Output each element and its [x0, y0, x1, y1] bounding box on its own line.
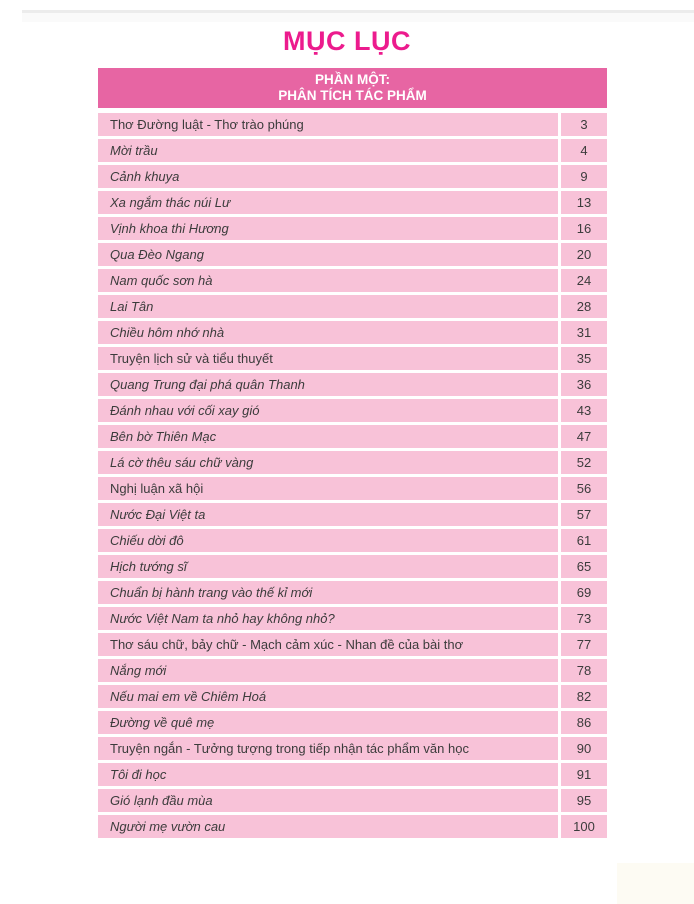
row-page: 69: [561, 581, 607, 604]
row-page: 13: [561, 191, 607, 214]
table-row: [98, 165, 607, 188]
page-title: MỤC LỤC: [283, 26, 411, 56]
row-page: 86: [561, 711, 607, 734]
row-title: Đánh nhau với cối xay gió: [98, 399, 558, 422]
row-page: 77: [561, 633, 607, 656]
row-page: 78: [561, 659, 607, 682]
row-page: 28: [561, 295, 607, 318]
row-page: 61: [561, 529, 607, 552]
row-title: Hịch tướng sĩ: [98, 555, 558, 578]
row-page: 57: [561, 503, 607, 526]
row-title: Vịnh khoa thi Hương: [98, 217, 558, 240]
table-row: [98, 217, 607, 240]
row-title: Nghị luận xã hội: [98, 477, 558, 500]
table-row: [98, 373, 607, 396]
row-page: 43: [561, 399, 607, 422]
row-title: Qua Đèo Ngang: [98, 243, 558, 266]
row-title: Cảnh khuya: [98, 165, 558, 188]
table-row: [98, 295, 607, 318]
table-row: [98, 529, 607, 552]
table-row: [98, 477, 607, 500]
row-page: 36: [561, 373, 607, 396]
table-row: [98, 581, 607, 604]
table-row: [98, 789, 607, 812]
table-row: [98, 425, 607, 448]
toc-table: [98, 68, 607, 841]
table-row: [98, 815, 607, 838]
row-title: Gió lạnh đầu mùa: [98, 789, 558, 812]
table-row: [98, 269, 607, 292]
row-page: 65: [561, 555, 607, 578]
row-title: Nếu mai em về Chiêm Hoá: [98, 685, 558, 708]
row-title: Chiều hôm nhớ nhà: [98, 321, 558, 344]
table-row: [98, 685, 607, 708]
row-page: 35: [561, 347, 607, 370]
row-page: 82: [561, 685, 607, 708]
row-title: Quang Trung đại phá quân Thanh: [98, 373, 558, 396]
row-title: Xa ngắm thác núi Lư: [98, 191, 558, 214]
row-title: Nam quốc sơn hà: [98, 269, 558, 292]
row-title: Nước Đại Việt ta: [98, 503, 558, 526]
table-row: [98, 113, 607, 136]
table-row: [98, 399, 607, 422]
page-top-edge-shadow: [22, 13, 694, 22]
row-title: Thơ Đường luật - Thơ trào phúng: [98, 113, 558, 136]
table-row: [98, 711, 607, 734]
table-row: [98, 607, 607, 630]
table-row: [98, 633, 607, 656]
row-page: 52: [561, 451, 607, 474]
table-row: [98, 763, 607, 786]
row-page: 100: [561, 815, 607, 838]
row-page: 91: [561, 763, 607, 786]
toc-rows: [98, 113, 607, 838]
table-row: [98, 451, 607, 474]
row-page: 9: [561, 165, 607, 188]
row-page: 95: [561, 789, 607, 812]
row-title: Truyện lịch sử và tiểu thuyết: [98, 347, 558, 370]
table-row: [98, 321, 607, 344]
row-title: Nắng mới: [98, 659, 558, 682]
row-title: Lai Tân: [98, 295, 558, 318]
table-row: [98, 191, 607, 214]
table-row: [98, 503, 607, 526]
page-corner-artifact: [617, 863, 694, 904]
row-page: 24: [561, 269, 607, 292]
row-page: 90: [561, 737, 607, 760]
row-title: Đường về quê mẹ: [98, 711, 558, 734]
row-page: 20: [561, 243, 607, 266]
table-row: [98, 737, 607, 760]
row-title: Thơ sáu chữ, bảy chữ - Mạch cảm xúc - Nhan đề của bài thơ: [98, 633, 558, 656]
row-title: Tôi đi học: [98, 763, 558, 786]
row-page: 73: [561, 607, 607, 630]
row-title: Người mẹ vườn cau: [98, 815, 558, 838]
row-title: Nước Việt Nam ta nhỏ hay không nhỏ?: [98, 607, 558, 630]
row-page: 31: [561, 321, 607, 344]
table-row: [98, 243, 607, 266]
section-header: [98, 68, 607, 108]
table-row: [98, 139, 607, 162]
section-header-line2: PHÂN TÍCH TÁC PHẨM: [278, 88, 427, 103]
row-title: Chiếu dời đô: [98, 529, 558, 552]
table-row: [98, 347, 607, 370]
row-title: Truyện ngắn - Tưởng tượng trong tiếp nhận tác phẩm văn học: [98, 737, 558, 760]
row-page: 56: [561, 477, 607, 500]
row-page: 3: [561, 113, 607, 136]
table-row: [98, 555, 607, 578]
row-title: Bên bờ Thiên Mạc: [98, 425, 558, 448]
row-title: Lá cờ thêu sáu chữ vàng: [98, 451, 558, 474]
row-title: Chuẩn bị hành trang vào thế kỉ mới: [98, 581, 558, 604]
row-page: 47: [561, 425, 607, 448]
row-page: 16: [561, 217, 607, 240]
row-page: 4: [561, 139, 607, 162]
section-header-line1: PHẦN MỘT:: [315, 72, 390, 87]
table-row: [98, 659, 607, 682]
row-title: Mời trầu: [98, 139, 558, 162]
